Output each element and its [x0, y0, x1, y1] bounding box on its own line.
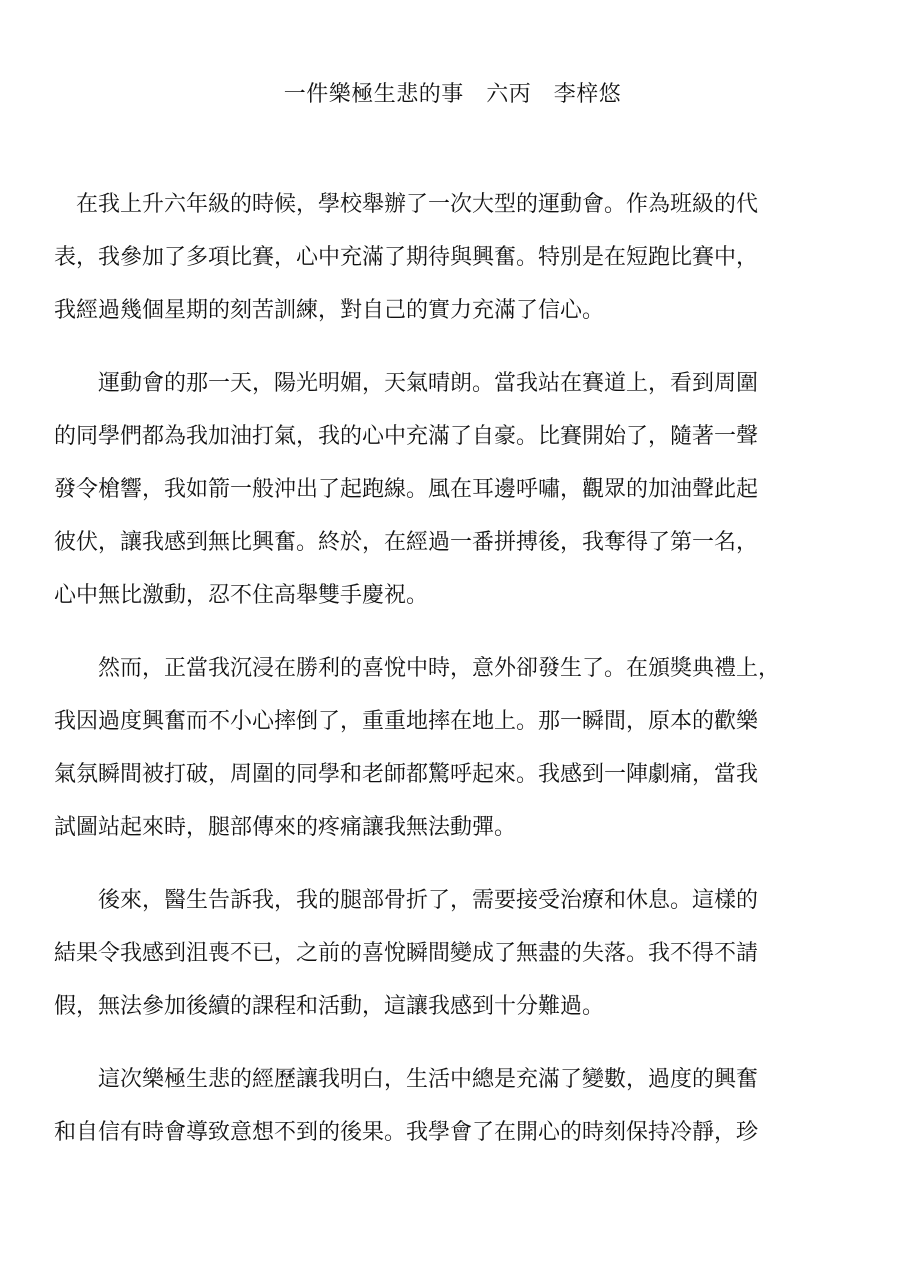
paragraph-line: 發令槍響，我如箭一般沖出了起跑線。風在耳邊呼嘯，觀眾的加油聲此起: [54, 477, 759, 502]
paragraph-line: 我因過度興奮而不小心摔倒了，重重地摔在地上。那一瞬間，原本的歡樂: [54, 709, 759, 734]
paragraph-line: 結果令我感到沮喪不已，之前的喜悅瞬間變成了無盡的失落。我不得不請: [54, 941, 759, 966]
paragraph-line: 的同學們都為我加油打氣，我的心中充滿了自豪。比賽開始了，隨著一聲: [54, 424, 759, 449]
paragraph-line: 心中無比激動，忍不住高舉雙手慶祝。: [54, 583, 429, 608]
paragraph-line: 彼伏，讓我感到無比興奮。終於，在經過一番拼搏後，我奪得了第一名，: [54, 530, 759, 555]
paragraph-line: 氣氛瞬間被打破，周圍的同學和老師都驚呼起來。我感到一陣劇痛，當我: [54, 762, 759, 787]
paragraph-4: [54, 880, 854, 1039]
paragraph-5: [54, 1059, 854, 1165]
paragraph-1: [54, 184, 854, 343]
paragraph-line: 假，無法參加後續的課程和活動，這讓我感到十分難過。: [54, 994, 605, 1019]
paragraph-line: 試圖站起來時，腿部傳來的疼痛讓我無法動彈。: [54, 815, 517, 840]
paragraph-2: [54, 363, 854, 628]
paragraph-line: 後來，醫生告訴我，我的腿部骨折了，需要接受治療和休息。這樣的: [54, 888, 759, 913]
paragraph-3: [54, 648, 854, 860]
paragraph-line: 和自信有時會導致意想不到的後果。我學會了在開心的時刻保持冷靜，珍: [54, 1120, 759, 1145]
paragraph-line: 運動會的那一天，陽光明媚，天氣晴朗。當我站在賽道上，看到周圍: [54, 371, 759, 396]
paragraph-line: 然而，正當我沉浸在勝利的喜悅中時，意外卻發生了。在頒獎典禮上，: [54, 656, 781, 681]
paragraph-line: 這次樂極生悲的經歷讓我明白，生活中總是充滿了變數，過度的興奮: [54, 1067, 759, 1092]
paragraph-line: 表，我參加了多項比賽，心中充滿了期待與興奮。特別是在短跑比賽中，: [54, 245, 759, 270]
essay-body: [54, 184, 854, 1165]
paragraph-line: 在我上升六年級的時候，學校舉辦了一次大型的運動會。作為班級的代: [54, 192, 759, 217]
paragraph-line: 我經過幾個星期的刻苦訓練，對自己的實力充滿了信心。: [54, 298, 605, 323]
essay-title: 一件樂極生悲的事 六丙 李梓悠: [283, 82, 622, 107]
